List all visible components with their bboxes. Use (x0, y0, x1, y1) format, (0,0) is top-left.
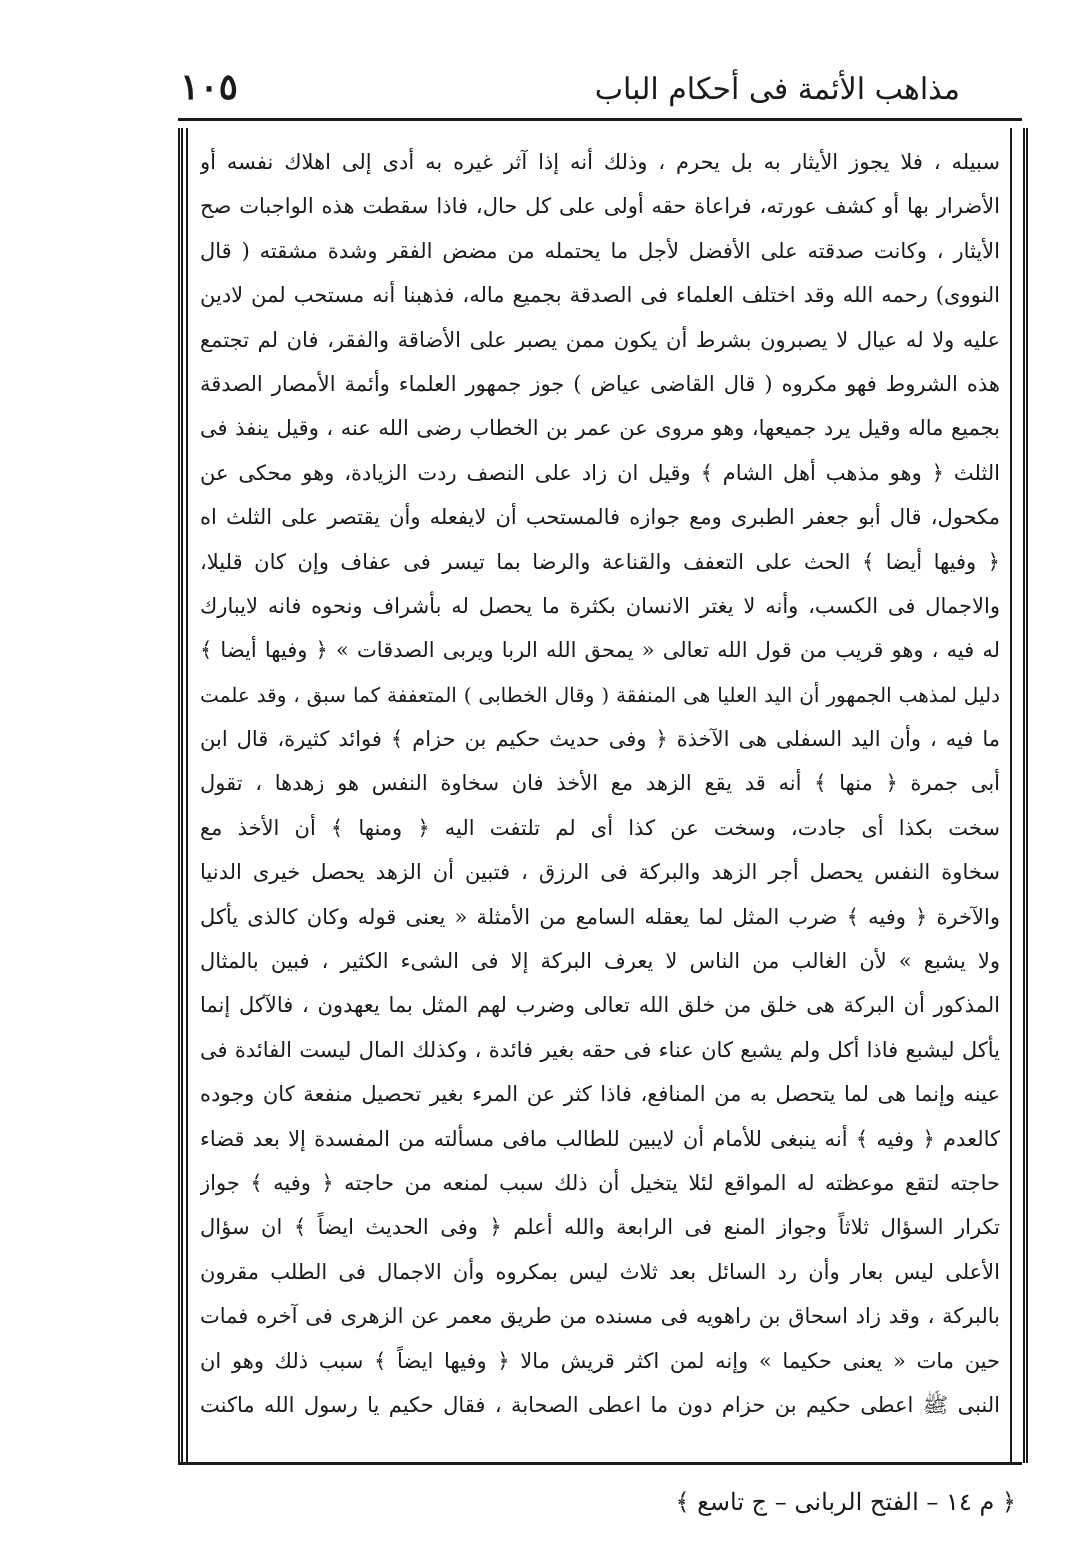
text-line: والاجمال فى الكسب، وأنه لا يغتر الانسان بكثرة ما يحصل له بأشراف ونحوه فانه لايبارك (200, 593, 1000, 618)
text-line: سخاوة النفس يحصل أجر الزهد والبركة فى الرزق ، فتبين أن الزهد يحصل خيرى الدنيا (200, 860, 1000, 885)
text-line: دليل لمذهب الجمهور أن اليد العليا هى المنفقة ( وقال الخطابى ) المتعففة كما سبق ، وقد علمت (200, 682, 1000, 707)
text-line: هذه الشروط فهو مكروه ( قال القاضى عياض ) جوز جمهور العلماء وأئمة الأمصار الصدقة (200, 371, 1000, 396)
text-line: بجميع ماله وقيل يرد جميعها، وهو مروى عن عمر بن الخطاب رضى الله عنه ، وقيل ينفذ فى (200, 416, 1000, 441)
text-line: الأضرار بها أو كشف عورته، فراعاة حقه أولى على كل حال، فاذا سقطت هذه الواجبات صح (200, 194, 1000, 219)
text-line: حين مات « يعنى حكيما » وإنه لمن اكثر قريش مالا ﴿ وفيها ايضاً ﴾ سبب ذلك وهو ان (200, 1348, 1000, 1373)
text-line: كالعدم ﴿ وفيه ﴾ أنه ينبغى للأمام أن لايبين للطالب مافى مسألته من المفسدة إلا بعد قضاء (200, 1126, 1000, 1151)
signature-line: ﴿ م ١٤ – الفتح الربانى – ج تاسع ﴾ (675, 1488, 1016, 1516)
text-line: الأيثار ، وكانت صدقته على الأفضل لأجل ما يحتمله من مضض الفقر وشدة مشقته ( قال (200, 238, 1000, 263)
text-line: ما فيه ، وأن اليد السفلى هى الآخذة ﴿ وفى حديث حكيم بن حزام ﴾ فوائد كثيرة، قال ابن (200, 727, 1000, 752)
text-line: أبى جمرة ﴿ منها ﴾ أنه قد يقع الزهد مع الأخذ فان سخاوة النفس هو زهدها ، تقول (200, 771, 1000, 796)
text-line: سخت بكذا أى جادت، وسخت عن كذا أى لم تلتفت اليه ﴿ ومنها ﴾ أن الأخذ مع (200, 815, 1000, 840)
text-line: حاجته لتقع موعظته له المواقع لئلا يتخيل أن ذلك سبب لمنعه من حاجته ﴿ وفيه ﴾ جواز (200, 1170, 1000, 1195)
text-line: النبى ﷺ اعطى حكيم بن حزام دون ما اعطى الصحابة ، فقال حكيم يا رسول الله ماكنت (200, 1392, 1000, 1417)
text-line: له فيه ، وهو قريب من قول الله تعالى « يمحق الله الربا ويربى الصدقات » ﴿ وفيها أيضا ﴾ (200, 638, 1000, 663)
text-line: بالبركة ، وقد زاد اسحاق بن راهويه فى مسنده من طريق معمر عن الزهرى فى آخره فمات (200, 1304, 1000, 1329)
header-rule (178, 118, 1022, 121)
page-header (180, 62, 960, 112)
page-number: ١٠٥ (180, 66, 239, 108)
text-line: سبيله ، فلا يجوز الأيثار به بل يحرم ، وذلك أنه إذا آثر غيره به أدى إلى اهلاك نفسه أو (200, 150, 1000, 174)
text-line: تكرار السؤال ثلاثاً وجواز المنع فى الرابعة والله أعلم ﴿ وفى الحديث ايضاً ﴾ ان سؤال (200, 1215, 1000, 1240)
running-title: مذاهب الأئمة فى أحكام الباب (594, 72, 960, 107)
text-line: عينه وإنما هى لما يتحصل به من المنافع، فاذا كثر عن المرء بغير تحصيل منفعة كان وجوده (200, 1082, 1000, 1107)
footer-rule (178, 1462, 1022, 1465)
page-footer (596, 1488, 1016, 1528)
text-line: عليه ولا له عيال لا يصبرون بشرط أن يكون ممن يصبر على الأضاقة والفقر، فان لم تجتمع (200, 327, 1000, 352)
text-line: ﴿ وفيها أيضا ﴾ الحث على التعفف والقناعة والرضا بما تيسر فى عفاف وإن كان قليلا، (200, 549, 1000, 574)
text-line: مكحول، قال أبو جعفر الطبرى ومع جوازه فالمستحب أن لايفعله وأن يقتصر على الثلث اه (200, 505, 1000, 530)
body-text (200, 140, 1000, 1455)
frame-inner-right-rule (1010, 128, 1012, 1463)
text-line: ولا يشبع » لأن الغالب من الناس لا يعرف البركة إلا فى الشىء الكثير ، فبين بالمثال (200, 949, 1000, 974)
frame-inner-left-rule (186, 128, 188, 1463)
text-line: المذكور أن البركة هى خلق من خلق الله تعالى وضرب لهم المثل بما يعهدون ، فالآكل إنما (200, 993, 1000, 1018)
text-line: والآخرة ﴿ وفيه ﴾ ضرب المثل لما يعقله السامع من الأمثلة « يعنى قوله وكان كالذى يأكل (200, 904, 1000, 929)
text-line: يأكل ليشبع فاذا أكل ولم يشبع كان عناء فى حقه بغير فائدة ، وكذلك المال ليست الفائدة فى (200, 1037, 1000, 1062)
text-line: الأعلى ليس بعار وأن رد السائل بعد ثلاث ليس بمكروه وأن الاجمال فى الطلب مقرون (200, 1259, 1000, 1284)
text-line: الثلث ﴿ وهو مذهب أهل الشام ﴾ وقيل ان زاد على النصف ردت الزيادة، وهو محكى عن (200, 460, 1000, 485)
text-line: النووى) رحمه الله وقد اختلف العلماء فى الصدقة بجميع ماله، فذهبنا أنه مستحب لمن لادين (200, 283, 1000, 308)
